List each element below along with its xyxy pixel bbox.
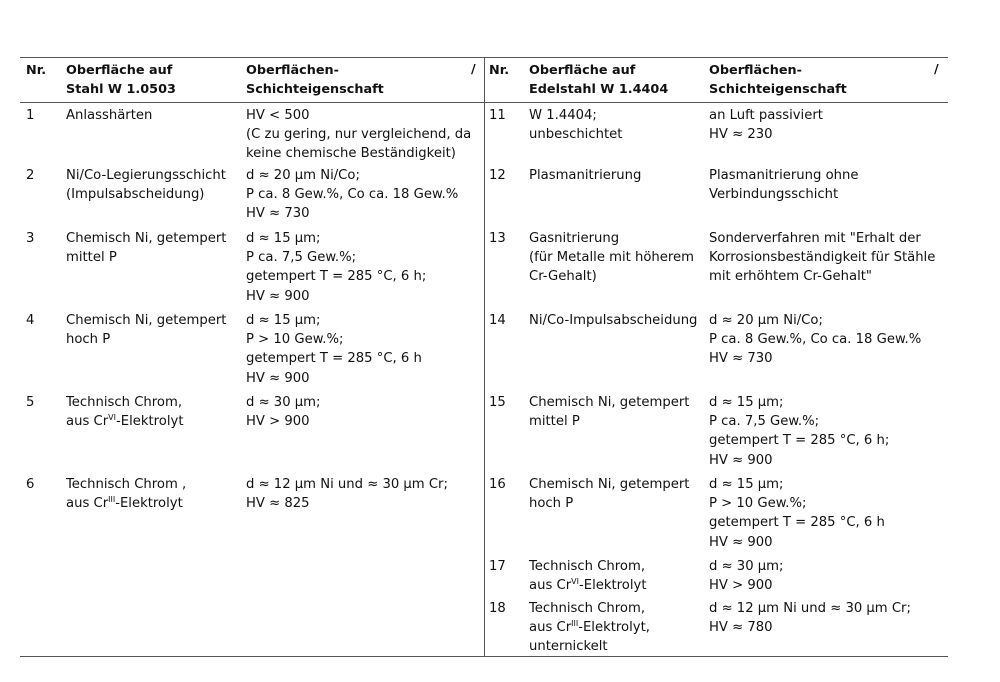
right-row-18-surface: Technisch Chrom, aus $Cr^{III}$-Elektrolyt, unternickelt — [529, 601, 650, 655]
left-row-6-nr: 6 — [26, 477, 35, 492]
right-row-15-property: d ≈ 15 µm; P ca. 7,5 Gew.%; getempert T = 285 °C, 6 h; HV ≈ 900 — [709, 395, 890, 468]
header-right-surface: Oberfläche auf Edelstahl W 1.4404 — [529, 63, 669, 97]
left-row-3-property: d ≈ 15 µm; P ca. 7,5 Gew.%; getempert T = 285 °C, 6 h; HV ≈ 900 — [246, 231, 427, 304]
left-row-3-nr: 3 — [26, 231, 35, 246]
right-row-13-property: Sonderverfahren mit "Erhalt der Korrosionsbeständigkeit für Stähle mit erhöhtem Cr-Gehalt" — [709, 231, 936, 285]
left-row-2-nr: 2 — [26, 168, 35, 183]
right-row-14-property: d ≈ 20 µm Ni/Co; P ca. 8 Gew.%, Co ca. 18 Gew.% HV ≈ 730 — [709, 313, 922, 367]
header-left-slash: / — [471, 62, 476, 77]
left-row-5-surface: Technisch Chrom, aus $Cr^{VI}$-Elektrolyt — [66, 395, 184, 430]
left-row-6-surface: Technisch Chrom , aus $Cr^{III}$-Elektrolyt — [66, 477, 187, 512]
left-row-6-property: d ≈ 12 µm Ni und ≈ 30 µm Cr; HV ≈ 825 — [246, 477, 448, 512]
right-row-16-nr: 16 — [489, 477, 506, 492]
right-row-13-surface: Gasnitrierung (für Metalle mit höherem Cr-Gehalt) — [529, 231, 694, 285]
right-row-11-surface: W 1.4404; unbeschichtet — [529, 108, 623, 143]
left-row-5-property: d ≈ 30 µm; HV > 900 — [246, 395, 321, 430]
right-row-11-property: an Luft passiviert HV ≈ 230 — [709, 108, 823, 143]
left-row-4-nr: 4 — [26, 313, 35, 328]
right-row-17-surface: Technisch Chrom, aus $Cr^{VI}$-Elektrolyt — [529, 559, 647, 594]
right-row-12-nr: 12 — [489, 168, 506, 183]
right-row-11-nr: 11 — [489, 108, 506, 123]
right-row-17-property: d ≈ 30 µm; HV > 900 — [709, 559, 784, 594]
left-row-2-property: d ≈ 20 µm Ni/Co; P ca. 8 Gew.%, Co ca. 18 Gew.% HV ≈ 730 — [246, 168, 459, 222]
right-row-13-nr: 13 — [489, 231, 506, 246]
left-row-1-nr: 1 — [26, 108, 35, 123]
right-row-16-property: d ≈ 15 µm; P > 10 Gew.%; getempert T = 285 °C, 6 h HV ≈ 900 — [709, 477, 885, 550]
column-divider — [484, 58, 485, 657]
left-row-1-property: HV < 500 (C zu gering, nur vergleichend, da keine chemische Beständigkeit) — [246, 108, 472, 162]
header-left-property: Oberflächen- Schichteigenschaft — [246, 63, 384, 97]
right-row-18-nr: 18 — [489, 601, 506, 616]
left-row-1-surface: Anlasshärten — [66, 108, 153, 123]
right-row-15-surface: Chemisch Ni, getempert mittel P — [529, 395, 690, 430]
right-row-17-nr: 17 — [489, 559, 506, 574]
header-right-nr: Nr. — [489, 63, 510, 78]
header-left-surface: Oberfläche auf Stahl W 1.0503 — [66, 63, 176, 97]
right-row-12-property: Plasmanitrierung ohne Verbindungsschicht — [709, 168, 859, 203]
header-right-property: Oberflächen- Schichteigenschaft — [709, 63, 847, 97]
left-row-5-nr: 5 — [26, 395, 35, 410]
left-row-2-surface: Ni/Co-Legierungsschicht (Impulsabscheidung) — [66, 168, 226, 203]
right-row-14-nr: 14 — [489, 313, 506, 328]
right-row-14-surface: Ni/Co-Impulsabscheidung — [529, 313, 698, 328]
right-row-12-surface: Plasmanitrierung — [529, 168, 642, 183]
right-row-18-property: d ≈ 12 µm Ni und ≈ 30 µm Cr; HV ≈ 780 — [709, 601, 911, 636]
header-left-nr: Nr. — [26, 63, 47, 78]
left-row-4-surface: Chemisch Ni, getempert hoch P — [66, 313, 227, 348]
left-row-3-surface: Chemisch Ni, getempert mittel P — [66, 231, 227, 266]
right-row-15-nr: 15 — [489, 395, 506, 410]
header-right-slash: / — [934, 62, 939, 77]
left-row-4-property: d ≈ 15 µm; P > 10 Gew.%; getempert T = 285 °C, 6 h HV ≈ 900 — [246, 313, 422, 386]
right-row-16-surface: Chemisch Ni, getempert hoch P — [529, 477, 690, 512]
